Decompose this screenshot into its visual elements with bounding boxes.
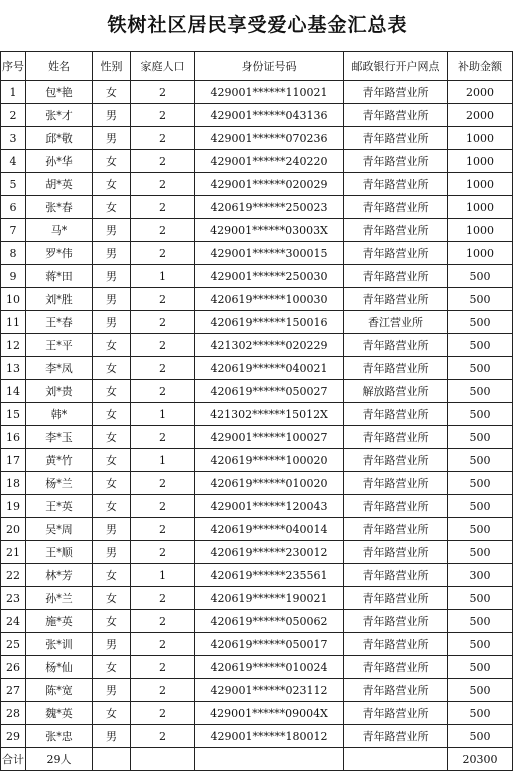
- cell-col-id-number: 420619******150016: [195, 311, 344, 334]
- cell-col-gender: 女: [93, 403, 131, 426]
- header-col-bank-branch: 邮政银行开户网点: [344, 52, 448, 81]
- cell-col-name: 张*训: [26, 633, 93, 656]
- cell-col-subsidy-amount: 500: [448, 334, 513, 357]
- cell-col-index: 13: [1, 357, 26, 380]
- cell-col-id-number: 420619******050027: [195, 380, 344, 403]
- cell-col-subsidy-amount: 500: [448, 587, 513, 610]
- table-row: [1, 357, 513, 380]
- cell-col-gender: 女: [93, 472, 131, 495]
- cell-col-household-size: 2: [131, 380, 195, 403]
- cell-col-bank-branch: 青年路营业所: [344, 518, 448, 541]
- cell-col-id-number: 420619******050017: [195, 633, 344, 656]
- cell-col-bank-branch: 青年路营业所: [344, 564, 448, 587]
- cell-col-name: 马*: [26, 219, 93, 242]
- cell-col-index: 28: [1, 702, 26, 725]
- cell-col-id-number: 421302******15012X: [195, 403, 344, 426]
- cell-col-subsidy-amount: 1000: [448, 219, 513, 242]
- table-row: [1, 288, 513, 311]
- cell-col-index: 21: [1, 541, 26, 564]
- cell-col-gender: 男: [93, 541, 131, 564]
- cell-col-household-size: 2: [131, 150, 195, 173]
- cell-col-name: 李*凤: [26, 357, 93, 380]
- cell-col-bank-branch: 青年路营业所: [344, 679, 448, 702]
- cell-col-id-number: 429001******250030: [195, 265, 344, 288]
- cell-col-id-number: 420619******235561: [195, 564, 344, 587]
- cell-col-name: 胡*英: [26, 173, 93, 196]
- cell-col-household-size: 2: [131, 541, 195, 564]
- cell-col-subsidy-amount: 500: [448, 449, 513, 472]
- cell-col-subsidy-amount: 500: [448, 518, 513, 541]
- cell-col-subsidy-amount: 500: [448, 702, 513, 725]
- cell-col-gender: 男: [93, 242, 131, 265]
- cell-col-gender: 男: [93, 265, 131, 288]
- cell-col-gender: 女: [93, 357, 131, 380]
- cell-col-bank-branch: 青年路营业所: [344, 702, 448, 725]
- cell-col-index: 7: [1, 219, 26, 242]
- cell-col-household-size: 2: [131, 610, 195, 633]
- cell-col-household-size: 2: [131, 242, 195, 265]
- cell-col-subsidy-amount: 1000: [448, 127, 513, 150]
- cell-col-id-number: 429001******043136: [195, 104, 344, 127]
- cell-col-name: 林*芳: [26, 564, 93, 587]
- cell-col-id-number: 429001******120043: [195, 495, 344, 518]
- cell-col-id-number: 420619******050062: [195, 610, 344, 633]
- cell-col-index: 4: [1, 150, 26, 173]
- cell-col-id-number: 429001******023112: [195, 679, 344, 702]
- cell-col-id-number: 429001******020029: [195, 173, 344, 196]
- cell-col-index: 6: [1, 196, 26, 219]
- cell-col-gender: 女: [93, 656, 131, 679]
- cell-col-household-size: 2: [131, 357, 195, 380]
- cell-col-gender: 男: [93, 633, 131, 656]
- total-col-gender: [93, 748, 131, 771]
- cell-col-name: 孙*华: [26, 150, 93, 173]
- table-row: [1, 633, 513, 656]
- table-row: [1, 587, 513, 610]
- table-row: [1, 265, 513, 288]
- cell-col-bank-branch: 青年路营业所: [344, 242, 448, 265]
- total-col-name: 29人: [26, 748, 93, 771]
- cell-col-index: 20: [1, 518, 26, 541]
- total-col-household-size: [131, 748, 195, 771]
- cell-col-bank-branch: 青年路营业所: [344, 541, 448, 564]
- table-row: [1, 403, 513, 426]
- cell-col-name: 蒋*田: [26, 265, 93, 288]
- cell-col-gender: 女: [93, 150, 131, 173]
- cell-col-bank-branch: 青年路营业所: [344, 357, 448, 380]
- cell-col-id-number: 420619******040014: [195, 518, 344, 541]
- table-row: [1, 150, 513, 173]
- cell-col-name: 王*英: [26, 495, 93, 518]
- cell-col-subsidy-amount: 500: [448, 633, 513, 656]
- table-row: [1, 564, 513, 587]
- cell-col-index: 9: [1, 265, 26, 288]
- cell-col-id-number: 420619******010024: [195, 656, 344, 679]
- cell-col-name: 陈*宽: [26, 679, 93, 702]
- cell-col-name: 魏*英: [26, 702, 93, 725]
- cell-col-gender: 女: [93, 380, 131, 403]
- cell-col-gender: 女: [93, 449, 131, 472]
- cell-col-name: 李*玉: [26, 426, 93, 449]
- cell-col-bank-branch: 青年路营业所: [344, 150, 448, 173]
- cell-col-household-size: 2: [131, 587, 195, 610]
- cell-col-name: 王*平: [26, 334, 93, 357]
- cell-col-household-size: 2: [131, 81, 195, 104]
- cell-col-subsidy-amount: 1000: [448, 196, 513, 219]
- cell-col-index: 14: [1, 380, 26, 403]
- cell-col-household-size: 2: [131, 311, 195, 334]
- cell-col-gender: 女: [93, 702, 131, 725]
- header-col-index: 序号: [1, 52, 26, 81]
- cell-col-id-number: 420619******010020: [195, 472, 344, 495]
- cell-col-household-size: 2: [131, 656, 195, 679]
- cell-col-household-size: 1: [131, 449, 195, 472]
- table-row: [1, 541, 513, 564]
- table-row: [1, 679, 513, 702]
- total-col-id-number: [195, 748, 344, 771]
- cell-col-index: 23: [1, 587, 26, 610]
- cell-col-bank-branch: 青年路营业所: [344, 610, 448, 633]
- cell-col-index: 25: [1, 633, 26, 656]
- cell-col-id-number: 429001******070236: [195, 127, 344, 150]
- cell-col-bank-branch: 青年路营业所: [344, 633, 448, 656]
- cell-col-gender: 女: [93, 81, 131, 104]
- cell-col-household-size: 2: [131, 288, 195, 311]
- cell-col-subsidy-amount: 500: [448, 541, 513, 564]
- cell-col-household-size: 2: [131, 725, 195, 748]
- cell-col-id-number: 429001******240220: [195, 150, 344, 173]
- cell-col-bank-branch: 青年路营业所: [344, 449, 448, 472]
- cell-col-bank-branch: 青年路营业所: [344, 81, 448, 104]
- table-row: [1, 472, 513, 495]
- cell-col-name: 吴*周: [26, 518, 93, 541]
- cell-col-id-number: 420619******040021: [195, 357, 344, 380]
- cell-col-index: 12: [1, 334, 26, 357]
- table-header-row: [1, 52, 513, 81]
- cell-col-id-number: 420619******250023: [195, 196, 344, 219]
- header-col-gender: 性别: [93, 52, 131, 81]
- cell-col-household-size: 2: [131, 334, 195, 357]
- cell-col-subsidy-amount: 2000: [448, 104, 513, 127]
- cell-col-subsidy-amount: 1000: [448, 173, 513, 196]
- cell-col-name: 张*才: [26, 104, 93, 127]
- cell-col-subsidy-amount: 2000: [448, 81, 513, 104]
- cell-col-household-size: 2: [131, 472, 195, 495]
- cell-col-subsidy-amount: 500: [448, 288, 513, 311]
- cell-col-index: 22: [1, 564, 26, 587]
- cell-col-subsidy-amount: 1000: [448, 242, 513, 265]
- header-col-subsidy-amount: 补助金额: [448, 52, 513, 81]
- cell-col-index: 26: [1, 656, 26, 679]
- cell-col-gender: 女: [93, 334, 131, 357]
- cell-col-gender: 男: [93, 725, 131, 748]
- total-col-bank-branch: [344, 748, 448, 771]
- table-row: [1, 81, 513, 104]
- cell-col-id-number: 421302******020229: [195, 334, 344, 357]
- cell-col-gender: 女: [93, 587, 131, 610]
- cell-col-subsidy-amount: 1000: [448, 150, 513, 173]
- cell-col-household-size: 2: [131, 426, 195, 449]
- cell-col-name: 罗*伟: [26, 242, 93, 265]
- cell-col-name: 张*春: [26, 196, 93, 219]
- table-row: [1, 173, 513, 196]
- cell-col-index: 18: [1, 472, 26, 495]
- cell-col-name: 王*顺: [26, 541, 93, 564]
- cell-col-name: 张*忠: [26, 725, 93, 748]
- header-col-name: 姓名: [26, 52, 93, 81]
- cell-col-index: 15: [1, 403, 26, 426]
- cell-col-index: 16: [1, 426, 26, 449]
- cell-col-name: 施*英: [26, 610, 93, 633]
- cell-col-household-size: 2: [131, 495, 195, 518]
- cell-col-index: 5: [1, 173, 26, 196]
- cell-col-id-number: 429001******300015: [195, 242, 344, 265]
- cell-col-id-number: 420619******100030: [195, 288, 344, 311]
- table-row: [1, 518, 513, 541]
- cell-col-household-size: 2: [131, 702, 195, 725]
- cell-col-subsidy-amount: 500: [448, 265, 513, 288]
- header-col-id-number: 身份证号码: [195, 52, 344, 81]
- cell-col-index: 19: [1, 495, 26, 518]
- cell-col-id-number: 429001******09004X: [195, 702, 344, 725]
- cell-col-subsidy-amount: 300: [448, 564, 513, 587]
- cell-col-index: 8: [1, 242, 26, 265]
- table-row: [1, 725, 513, 748]
- total-col-index: 合计: [1, 748, 26, 771]
- cell-col-household-size: 2: [131, 679, 195, 702]
- cell-col-gender: 男: [93, 104, 131, 127]
- cell-col-household-size: 2: [131, 127, 195, 150]
- header-col-household-size: 家庭人口: [131, 52, 195, 81]
- cell-col-subsidy-amount: 500: [448, 495, 513, 518]
- cell-col-index: 2: [1, 104, 26, 127]
- cell-col-subsidy-amount: 500: [448, 472, 513, 495]
- table-row: [1, 656, 513, 679]
- cell-col-gender: 女: [93, 426, 131, 449]
- total-row: [1, 748, 513, 771]
- cell-col-name: 杨*兰: [26, 472, 93, 495]
- cell-col-name: 韩*: [26, 403, 93, 426]
- cell-col-subsidy-amount: 500: [448, 380, 513, 403]
- cell-col-gender: 女: [93, 564, 131, 587]
- cell-col-bank-branch: 青年路营业所: [344, 656, 448, 679]
- page-title: 铁树社区居民享受爱心基金汇总表: [107, 14, 408, 36]
- cell-col-bank-branch: 青年路营业所: [344, 127, 448, 150]
- cell-col-bank-branch: 青年路营业所: [344, 472, 448, 495]
- cell-col-subsidy-amount: 500: [448, 426, 513, 449]
- cell-col-id-number: 420619******190021: [195, 587, 344, 610]
- cell-col-index: 27: [1, 679, 26, 702]
- cell-col-name: 刘*胜: [26, 288, 93, 311]
- cell-col-bank-branch: 青年路营业所: [344, 288, 448, 311]
- table-row: [1, 702, 513, 725]
- table-row: [1, 426, 513, 449]
- cell-col-name: 王*春: [26, 311, 93, 334]
- cell-col-gender: 男: [93, 288, 131, 311]
- cell-col-name: 邱*敬: [26, 127, 93, 150]
- cell-col-bank-branch: 青年路营业所: [344, 495, 448, 518]
- cell-col-bank-branch: 青年路营业所: [344, 265, 448, 288]
- table-row: [1, 449, 513, 472]
- table-row: [1, 104, 513, 127]
- cell-col-id-number: 420619******230012: [195, 541, 344, 564]
- cell-col-household-size: 2: [131, 219, 195, 242]
- cell-col-household-size: 1: [131, 564, 195, 587]
- cell-col-bank-branch: 青年路营业所: [344, 403, 448, 426]
- cell-col-household-size: 2: [131, 196, 195, 219]
- table-row: [1, 311, 513, 334]
- cell-col-gender: 女: [93, 173, 131, 196]
- cell-col-gender: 男: [93, 311, 131, 334]
- cell-col-gender: 男: [93, 127, 131, 150]
- cell-col-gender: 男: [93, 219, 131, 242]
- table-body: [1, 81, 513, 771]
- cell-col-bank-branch: 解放路营业所: [344, 380, 448, 403]
- table-row: [1, 334, 513, 357]
- cell-col-id-number: 429001******110021: [195, 81, 344, 104]
- cell-col-subsidy-amount: 500: [448, 679, 513, 702]
- cell-col-name: 黄*竹: [26, 449, 93, 472]
- cell-col-subsidy-amount: 500: [448, 311, 513, 334]
- table-row: [1, 610, 513, 633]
- table-row: [1, 219, 513, 242]
- cell-col-bank-branch: 青年路营业所: [344, 104, 448, 127]
- cell-col-household-size: 1: [131, 403, 195, 426]
- cell-col-bank-branch: 香江营业所: [344, 311, 448, 334]
- cell-col-index: 1: [1, 81, 26, 104]
- table-row: [1, 495, 513, 518]
- cell-col-index: 10: [1, 288, 26, 311]
- cell-col-subsidy-amount: 500: [448, 610, 513, 633]
- cell-col-bank-branch: 青年路营业所: [344, 725, 448, 748]
- cell-col-bank-branch: 青年路营业所: [344, 334, 448, 357]
- cell-col-name: 包*艳: [26, 81, 93, 104]
- cell-col-index: 17: [1, 449, 26, 472]
- table-row: [1, 242, 513, 265]
- cell-col-household-size: 2: [131, 173, 195, 196]
- cell-col-gender: 女: [93, 610, 131, 633]
- cell-col-id-number: 429001******100027: [195, 426, 344, 449]
- cell-col-household-size: 1: [131, 265, 195, 288]
- cell-col-bank-branch: 青年路营业所: [344, 587, 448, 610]
- cell-col-gender: 男: [93, 518, 131, 541]
- cell-col-name: 杨*仙: [26, 656, 93, 679]
- cell-col-index: 24: [1, 610, 26, 633]
- cell-col-household-size: 2: [131, 518, 195, 541]
- summary-table: [0, 51, 513, 771]
- cell-col-bank-branch: 青年路营业所: [344, 173, 448, 196]
- cell-col-name: 刘*贵: [26, 380, 93, 403]
- cell-col-id-number: 429001******180012: [195, 725, 344, 748]
- cell-col-index: 11: [1, 311, 26, 334]
- total-col-subsidy-amount: 20300: [448, 748, 513, 771]
- cell-col-bank-branch: 青年路营业所: [344, 196, 448, 219]
- cell-col-id-number: 429001******03003X: [195, 219, 344, 242]
- cell-col-gender: 女: [93, 196, 131, 219]
- cell-col-index: 29: [1, 725, 26, 748]
- table-row: [1, 380, 513, 403]
- cell-col-gender: 女: [93, 495, 131, 518]
- cell-col-household-size: 2: [131, 104, 195, 127]
- cell-col-id-number: 420619******100020: [195, 449, 344, 472]
- cell-col-subsidy-amount: 500: [448, 403, 513, 426]
- cell-col-gender: 男: [93, 679, 131, 702]
- cell-col-bank-branch: 青年路营业所: [344, 219, 448, 242]
- cell-col-name: 孙*兰: [26, 587, 93, 610]
- table-row: [1, 196, 513, 219]
- cell-col-subsidy-amount: 500: [448, 656, 513, 679]
- cell-col-subsidy-amount: 500: [448, 725, 513, 748]
- cell-col-subsidy-amount: 500: [448, 357, 513, 380]
- cell-col-household-size: 2: [131, 633, 195, 656]
- cell-col-bank-branch: 青年路营业所: [344, 426, 448, 449]
- table-row: [1, 127, 513, 150]
- cell-col-index: 3: [1, 127, 26, 150]
